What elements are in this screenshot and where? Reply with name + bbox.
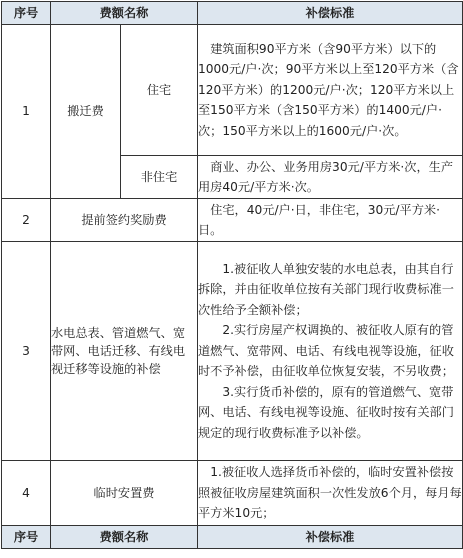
header-standard: 补偿标准 (198, 2, 463, 25)
row-fee-name: 搬迁费 (51, 25, 121, 199)
row-fee-name: 水电总表、管道燃气、宽带网、电话迁移、有线电视迁移等设施的补偿 (51, 242, 198, 461)
row-fee-name: 临时安置费 (51, 461, 198, 526)
standard-cell (198, 242, 463, 461)
standard-text: 建筑面积90平方米（含90平方米）以下的1000元/户·次；90平方米以上至120平方米（含120平方米）的1200元/户·次；120平方米以上至150平方米（含150平方米）的1400元/户·次；150平方米以上的1600元/户·次。 (198, 41, 459, 138)
standard-paragraph: 2.实行房屋产权调换的、被征收人原有的管道燃气、宽带网、电话、有线电视等设施，征收时不予补偿，由征收单位恢复安装，不另收费； (198, 323, 454, 379)
sub-label: 非住宅 (121, 156, 198, 199)
compensation-table (1, 1, 463, 549)
table-row (2, 461, 463, 526)
standard-text: 1.被征收人选择货币补偿的，临时安置补偿按照被征收房屋建筑面积一次性发放6个月，每月每平方米10元； (198, 465, 462, 521)
footer-fee-name: 费额名称 (51, 526, 198, 549)
row-fee-name: 提前签约奖励费 (51, 199, 198, 242)
table-header-row (2, 2, 463, 25)
standard-paragraph: 3.实行货币补偿的，原有的管道燃气、宽带网、电话、有线电视等设施、征收时按有关部门规定的现行收费标准予以补偿。 (198, 384, 454, 440)
table-row (2, 242, 463, 461)
table-row (2, 25, 463, 156)
row-no: 4 (2, 461, 51, 526)
standard-text: 住宅，40元/户·日，非住宅，30元/平方米·日。 (198, 202, 440, 237)
row-no: 1 (2, 25, 51, 199)
header-no: 序号 (2, 2, 51, 25)
standard-text: 商业、办公、业务用房30元/平方米·次，生产用房40元/平方米·次。 (198, 159, 454, 194)
row-no: 3 (2, 242, 51, 461)
standard-cell (198, 199, 463, 242)
table-row (2, 199, 463, 242)
footer-no: 序号 (2, 526, 51, 549)
header-fee-name: 费额名称 (51, 2, 198, 25)
table-footer-row (2, 526, 463, 549)
row-no: 2 (2, 199, 51, 242)
footer-standard: 补偿标准 (198, 526, 463, 549)
standard-cell (198, 156, 463, 199)
sub-label: 住宅 (121, 25, 198, 156)
standard-cell (198, 25, 463, 156)
standard-cell (198, 461, 463, 526)
standard-paragraph: 1.被征收人单独安装的水电总表，由其自行拆除，并由征收单位按有关部门现行收费标准一次性给予全额补偿； (198, 261, 454, 317)
